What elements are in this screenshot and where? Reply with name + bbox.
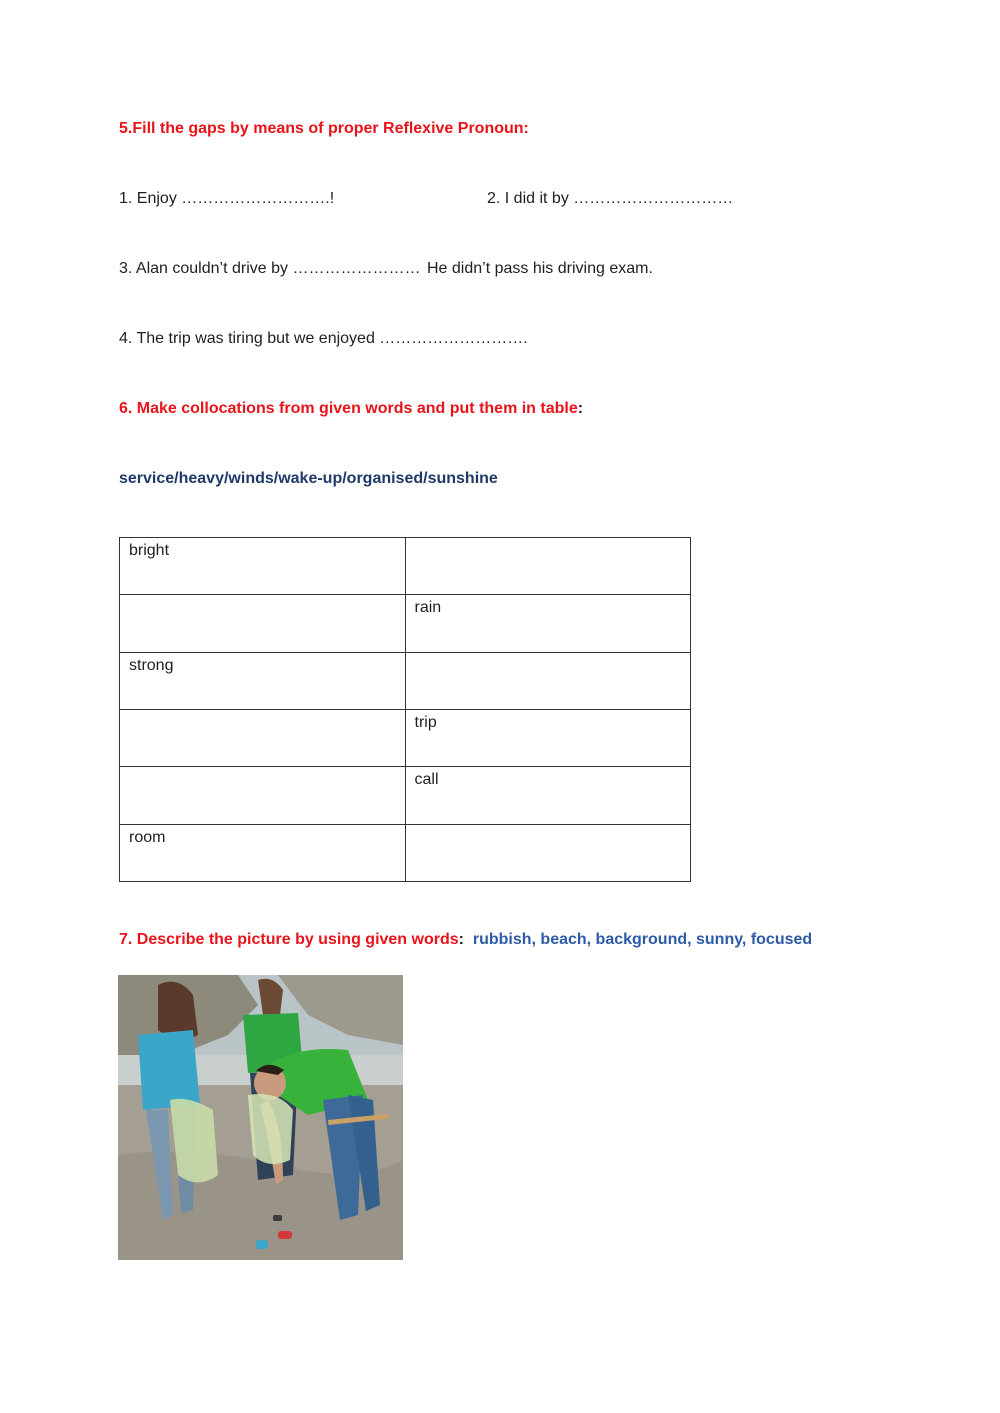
section6-heading-colon: : [577, 400, 584, 417]
table-cell[interactable]: call [405, 767, 691, 824]
question-3: 3. Alan couldn’t drive by …………………… [119, 260, 421, 277]
table-row [120, 595, 691, 652]
question-3-continuation: He didn’t pass his driving exam. [427, 260, 653, 277]
question-1: 1. Enjoy ……………………….! [119, 190, 335, 207]
section6-heading [119, 400, 583, 418]
table-row [120, 767, 691, 824]
table-row [120, 652, 691, 709]
collocation-words: service/heavy/winds/wake-up/organised/sunshine [119, 470, 498, 487]
section7-heading [119, 931, 812, 949]
question-2: 2. I did it by ………………………… [487, 190, 734, 207]
table-cell[interactable] [120, 595, 406, 652]
table-cell[interactable]: trip [405, 709, 691, 766]
table-cell[interactable] [120, 709, 406, 766]
table-cell[interactable]: strong [120, 652, 406, 709]
table-row [120, 538, 691, 595]
collocation-table [119, 537, 691, 882]
table-cell[interactable]: room [120, 824, 406, 881]
table-row [120, 824, 691, 881]
section5-heading: 5.Fill the gaps by means of proper Reflexive Pronoun: [119, 120, 529, 137]
table-cell[interactable] [405, 538, 691, 595]
table-cell[interactable] [405, 652, 691, 709]
table-cell[interactable] [120, 767, 406, 824]
section7-heading-text: 7. Describe the picture by using given words [119, 931, 459, 948]
table-cell[interactable]: rain [405, 595, 691, 652]
table-cell[interactable]: bright [120, 538, 406, 595]
table-row [120, 709, 691, 766]
question-4: 4. The trip was tiring but we enjoyed ………………………. [119, 330, 528, 347]
table-cell[interactable] [405, 824, 691, 881]
picture-words: rubbish, beach, background, sunny, focused [472, 931, 813, 948]
section6-heading-text: 6. Make collocations from given words and put them in table [119, 400, 578, 417]
section7-heading-colon: : [458, 931, 464, 948]
beach-cleanup-photo [118, 975, 403, 1260]
